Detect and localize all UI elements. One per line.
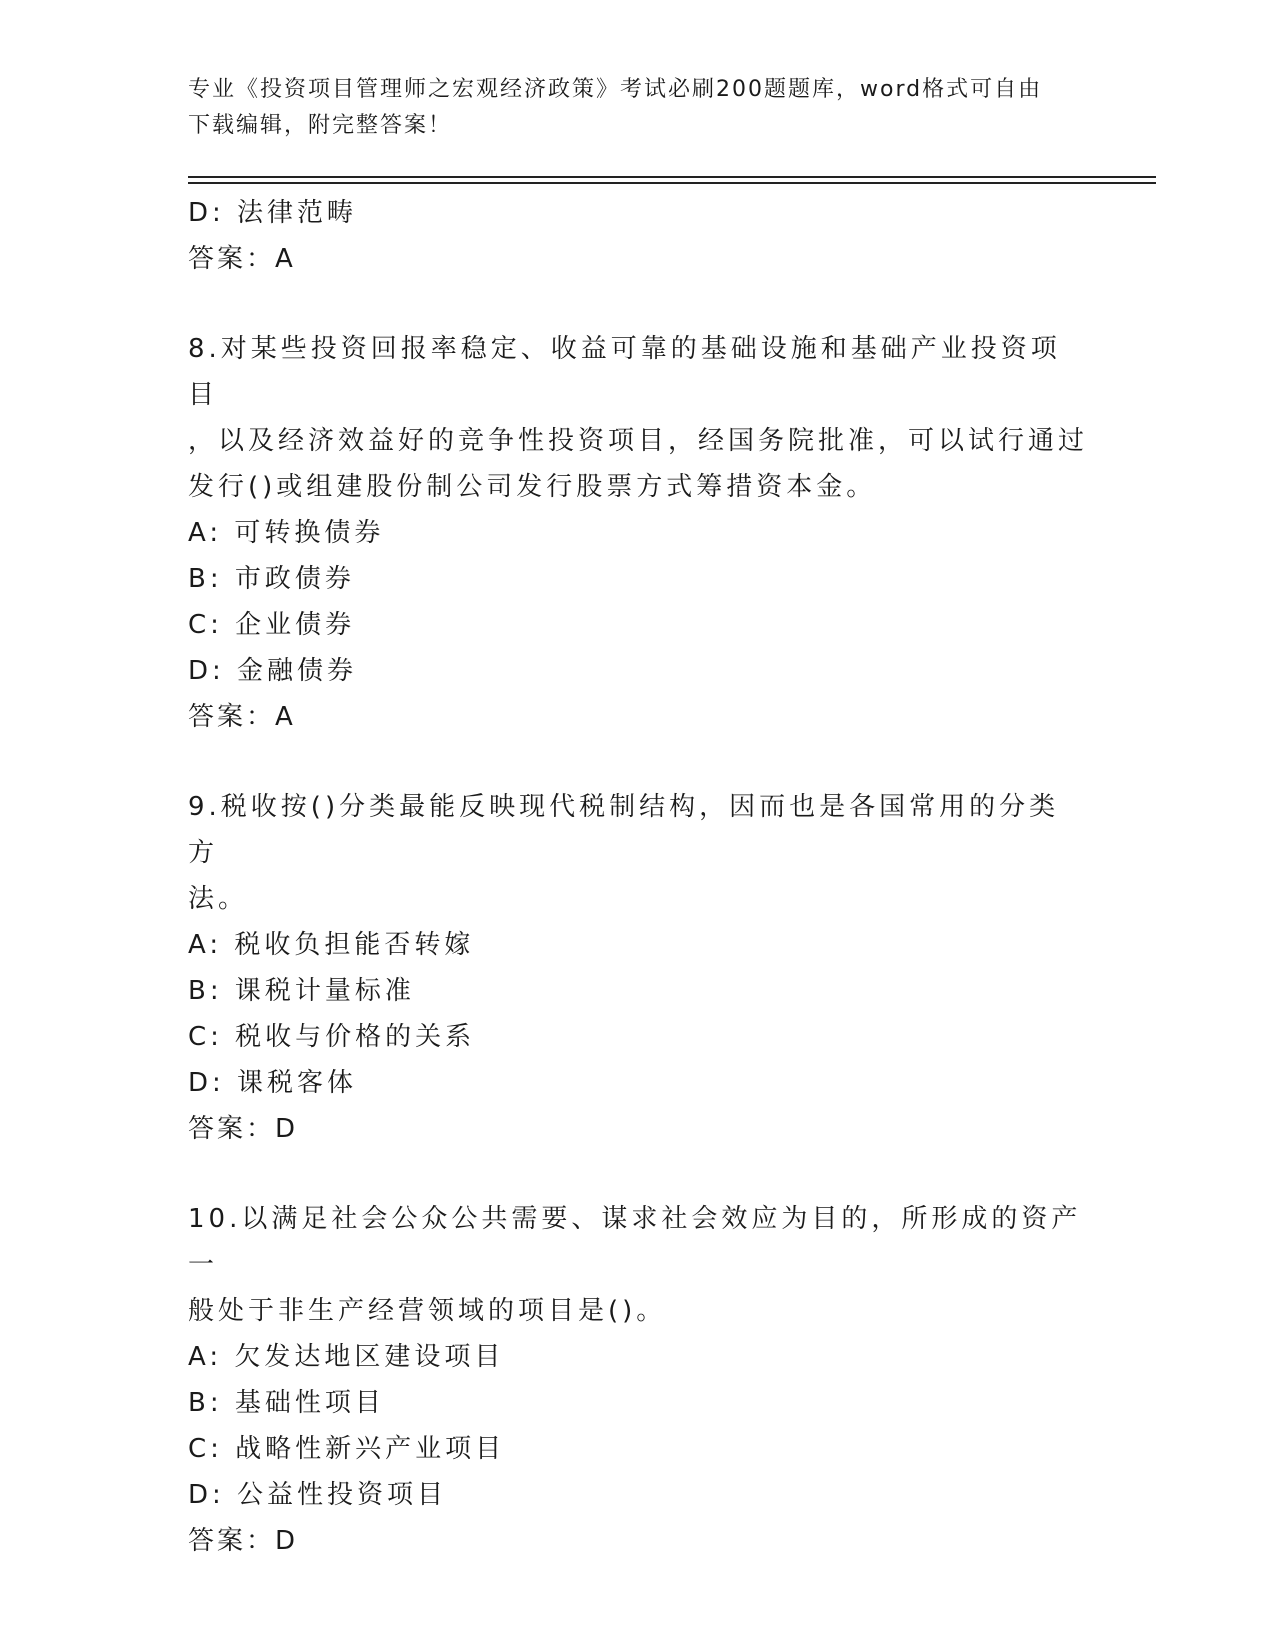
question-text-line: 9.税收按()分类最能反映现代税制结构，因而也是各国常用的分类方 [188,792,1060,868]
option-a: A: 可转换债券 [188,518,385,548]
option-d: D: 金融债券 [188,656,358,686]
option-b: B: 市政债券 [188,564,355,594]
previous-option-d: D: 法律范畴 [188,198,358,228]
header-rule-top [188,176,1156,178]
answer: 答案：D [188,1114,299,1144]
answer: 答案：D [188,1526,299,1556]
question-9 [188,784,1088,922]
option-c: C: 税收与价格的关系 [188,1022,476,1052]
question-text-line: 10.以满足社会公众公共需要、谋求社会效应为目的，所形成的资产一 [188,1204,1082,1280]
option-b: B: 基础性项目 [188,1388,385,1418]
header-line-2: 下载编辑，附完整答案！ [188,113,453,138]
option-b: B: 课税计量标准 [188,976,415,1006]
option-c: C: 战略性新兴产业项目 [188,1434,506,1464]
question-text-line: 8.对某些投资回报率稳定、收益可靠的基础设施和基础产业投资项目 [188,334,1061,410]
option-d: D: 课税客体 [188,1068,358,1098]
header-line-1: 专业《投资项目管理师之宏观经济政策》考试必刷200题题库，word格式可自由 [188,77,1043,102]
question-text-line: 法。 [188,884,249,914]
answer: 答案：A [188,702,296,732]
document-header [188,72,1068,144]
question-8 [188,326,1088,510]
question-list [188,190,1088,1564]
question-text-line: 般处于非生产经营领域的项目是()。 [188,1296,667,1326]
option-a: A: 税收负担能否转嫁 [188,930,475,960]
option-c: C: 企业债券 [188,610,356,640]
option-d: D: 公益性投资项目 [188,1480,448,1510]
header-rule-bottom [188,182,1156,184]
question-text-line: 发行()或组建股份制公司发行股票方式筹措资本金。 [188,472,877,502]
option-a: A: 欠发达地区建设项目 [188,1342,505,1372]
question-text-line: ，以及经济效益好的竞争性投资项目，经国务院批准，可以试行通过 [188,426,1089,456]
question-10 [188,1196,1088,1334]
previous-answer: 答案：A [188,244,296,274]
